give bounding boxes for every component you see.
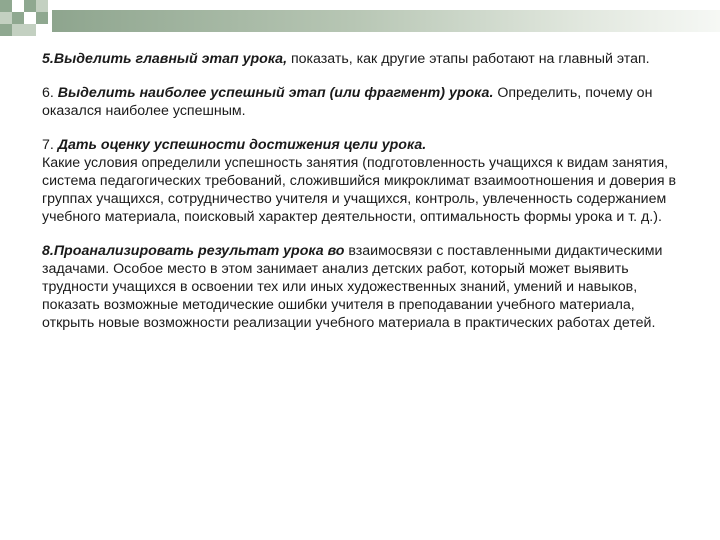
item-5-text: показать, как другие этапы работают на главный этап. xyxy=(287,51,650,67)
item-7-text: Какие условия определили успешность занятия (подготовленность учащихся к видам занятия, система педагогических требований, сложившийся микроклимат взаимоотношения и доверия в группах учащихся, сотрудничество учителя и учащихся, контроль, увлеченность содержанием учебного материала, поисковый характер деятельности, оптимальность формы урока и т. д.). xyxy=(42,155,676,225)
item-7-number: 7. xyxy=(42,137,58,153)
item-6-text: Определить, почему он оказался наиболее успешным. xyxy=(42,85,653,119)
header-gradient-bar xyxy=(52,10,720,32)
item-6 xyxy=(42,84,682,120)
item-6-number: 6. xyxy=(42,85,58,101)
item-8-text: взаимосвязи с поставленными дидактическими задачами. Особое место в этом занимает анализ детских работ, который может выявить трудности учащихся в освоении тех или иных художественных знаний, умений и навыков, показать возможные методические ошибки учителя в преподавании учебного материала, открыть новые возможности реализации учебного материала в практических работах детей. xyxy=(42,243,663,331)
slide-body xyxy=(42,50,682,348)
item-5 xyxy=(42,50,682,68)
item-6-lead: Выделить наиболее успешный этап (или фрагмент) урока. xyxy=(57,85,494,101)
deco-square xyxy=(12,24,24,36)
deco-square xyxy=(24,12,36,24)
item-8 xyxy=(42,242,682,332)
deco-square xyxy=(0,24,12,36)
deco-square xyxy=(0,0,12,12)
item-8-lead: 8.Проанализировать результат урока во xyxy=(42,243,345,259)
deco-square xyxy=(36,12,48,24)
item-7 xyxy=(42,136,682,226)
deco-square xyxy=(12,12,24,24)
item-5-lead: 5.Выделить главный этап урока, xyxy=(42,51,288,67)
deco-square xyxy=(12,0,24,12)
decorative-squares xyxy=(0,0,720,40)
deco-square xyxy=(36,24,48,36)
deco-square xyxy=(36,0,48,12)
deco-square xyxy=(24,0,36,12)
deco-square xyxy=(24,24,36,36)
item-7-lead: Дать оценку успешности достижения цели урока. xyxy=(57,137,427,153)
deco-square xyxy=(0,12,12,24)
